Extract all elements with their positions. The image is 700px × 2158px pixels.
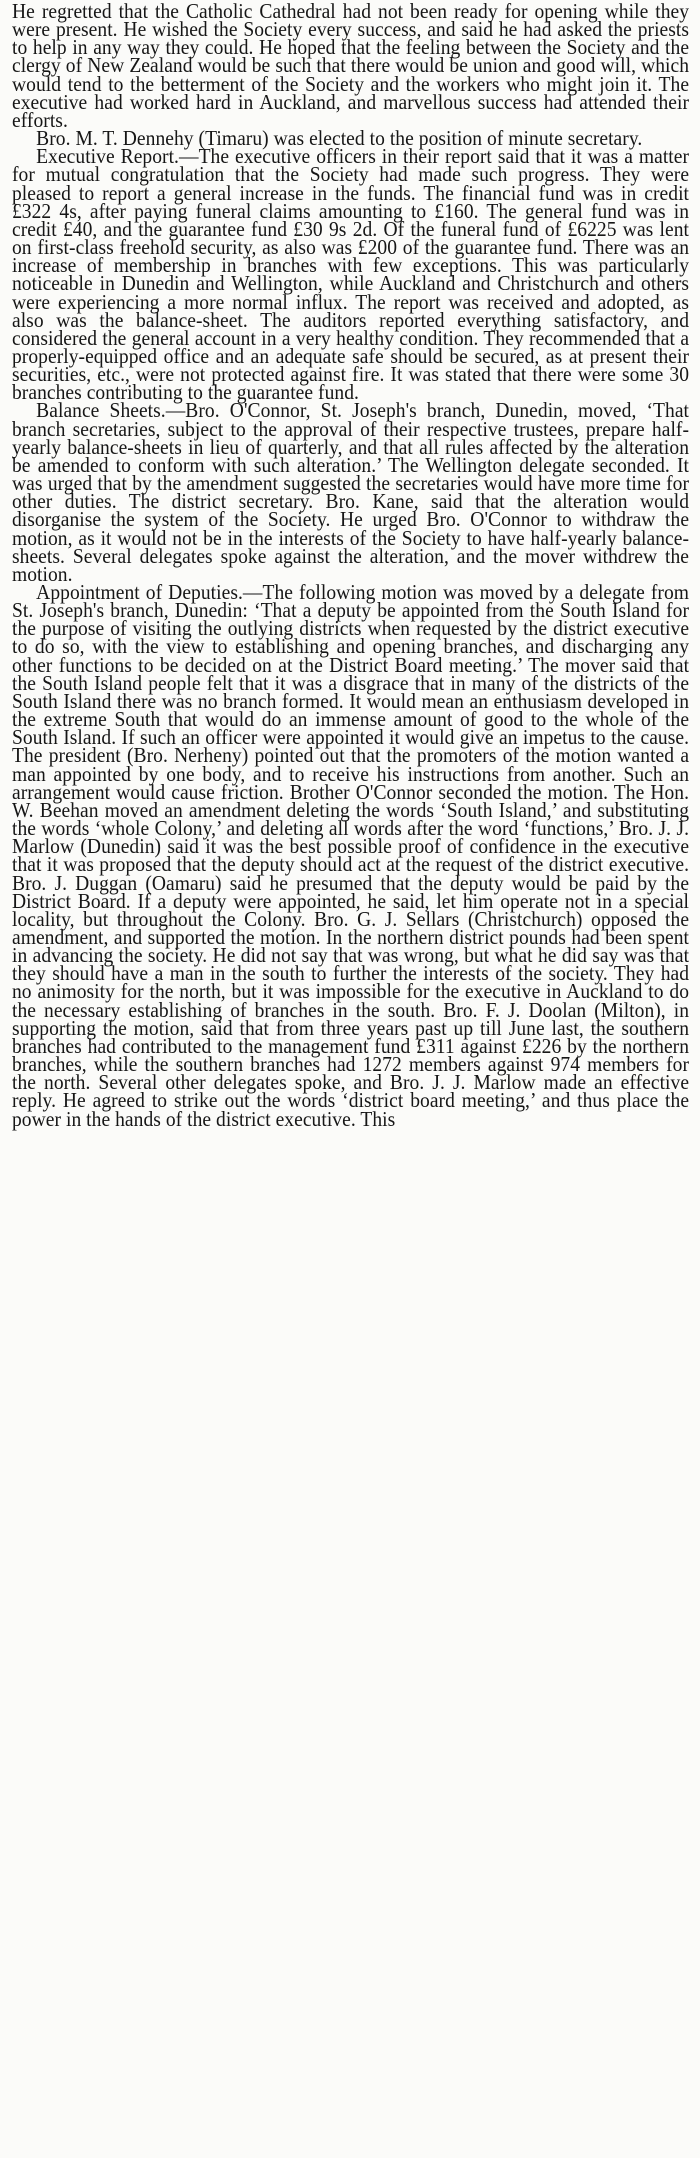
paragraph-minute-secretary: Bro. M. T. Dennehy (Timaru) was elected to the position of minute secretary.: [36, 126, 643, 151]
paragraph-balance-sheets: Balance Sheets.—Bro. O'Connor, St. Joseph's branch, Dunedin, moved, ‘That branch secretaries, subject to the approval of their respective trustees, prepare half-yearly balance-sheets in lieu of quarterly, and that all rules affected by the alteration be amended to conform with such alteration.’ The Wellington delegate seconded. It was urged that by the amendment suggested the secretaries would have more time for other duties. The district secretary. Bro. Kane, said that the alteration would disorganise the system of the Society. He urged Bro. O'Connor to withdraw the motion, as it would not be in the interests of the Society to have half-yearly balance-sheets. Several delegates spoke against the alteration, and the mover withdrew the motion.: [12, 398, 690, 586]
paragraph-bishop-remarks: He regretted that the Catholic Cathedral had not been ready for opening while they were present. He wished the Society every success, and said he had asked the priests to help in any way they could. He hoped that the feeling between the Society and the clergy of New Zealand would be such that there would be union and good will, which would tend to the betterment of the Society and the workers who might join it. The executive had worked hard in Auckland, and marvellous success had attended their efforts.: [12, 0, 690, 132]
paragraph-executive-report: Executive Report.—The executive officers in their report said that it was a matter for mutual congratulation that the Society had made such progress. They were pleased to report a general increase in the funds. The financial fund was in credit £322 4s, after paying funeral claims amounting to £160. The general fund was in credit £40, and the guarantee fund £30 9s 2d. Of the funeral fund of £6225 was lent on first-class freehold security, as also was £200 of the guarantee fund. There was an increase of membership in branches with few exceptions. This was particularly noticeable in Dunedin and Wellington, while Auckland and Christchurch and others were experiencing a more normal influx. The report was received and adopted, as also was the balance-sheet. The auditors reported everything satisfactory, and considered the general account in a very healthy condition. They recommended that a properly-equipped office and an adequate safe should be secured, as at present their securities, etc., were not protected against fire. It was stated that there were some 30 branches contributing to the guarantee fund.: [12, 144, 690, 405]
paragraph-appointment-of-deputies: Appointment of Deputies.—The following motion was moved by a delegate from St. Joseph's branch, Dunedin: ‘That a deputy be appointed from the South Island for the purpose of visiting the outlying districts when requested by the district executive to do so, with the view to establishing and opening branches, and discharging any other functions to be decided on at the District Board meeting.’ The mover said that the South Island people felt that it was a disgrace that in many of the districts of the South Island there was no branch formed. It would mean an enthusiasm developed in the extreme South that would do an immense amount of good to the whole of the South Island. If such an officer were appointed it would give an impetus to the cause. The president (Bro. Nerheny) pointed out that the promoters of the motion wanted a man appointed by one body, and to receive his instructions from another. Such an arrangement would cause friction. Brother O'Connor seconded the motion. The Hon. W. Beehan moved an amendment deleting the words ‘South Island,’ and substituting the words ‘whole Colony,’ and deleting all words after the word ‘functions,’ Bro. J. J. Marlow (Dunedin) said it was the best possible proof of confidence in the executive that it was proposed that the deputy should act at the request of the district executive. Bro. J. Duggan (Oamaru) said he presumed that the deputy would be paid by the District Board. If a deputy were appointed, he said, let him operate not in a special locality, but throughout the Colony. Bro. G. J. Sellars (Christchurch) opposed the amendment, and supported the motion. In the northern district pounds had been spent in advancing the society. He did not say that was wrong, but what he did say was that they should have a man in the south to further the interests of the society. They had no animosity for the north, but it was impossible for the executive in Auckland to do the necessary establishing of branches in the south. Bro. F. J. Doolan (Milton), in supporting the motion, said that from three years past up till June last, the southern branches had contributed to the management fund £311 against £226 by the northern branches, while the southern branches had 1272 members against 974 members for the north. Several other delegates spoke, and Bro. J. J. Marlow made an effective reply. He agreed to strike out the words ‘district board meeting,’ and thus place the power in the hands of the district executive. This: [12, 580, 690, 1131]
